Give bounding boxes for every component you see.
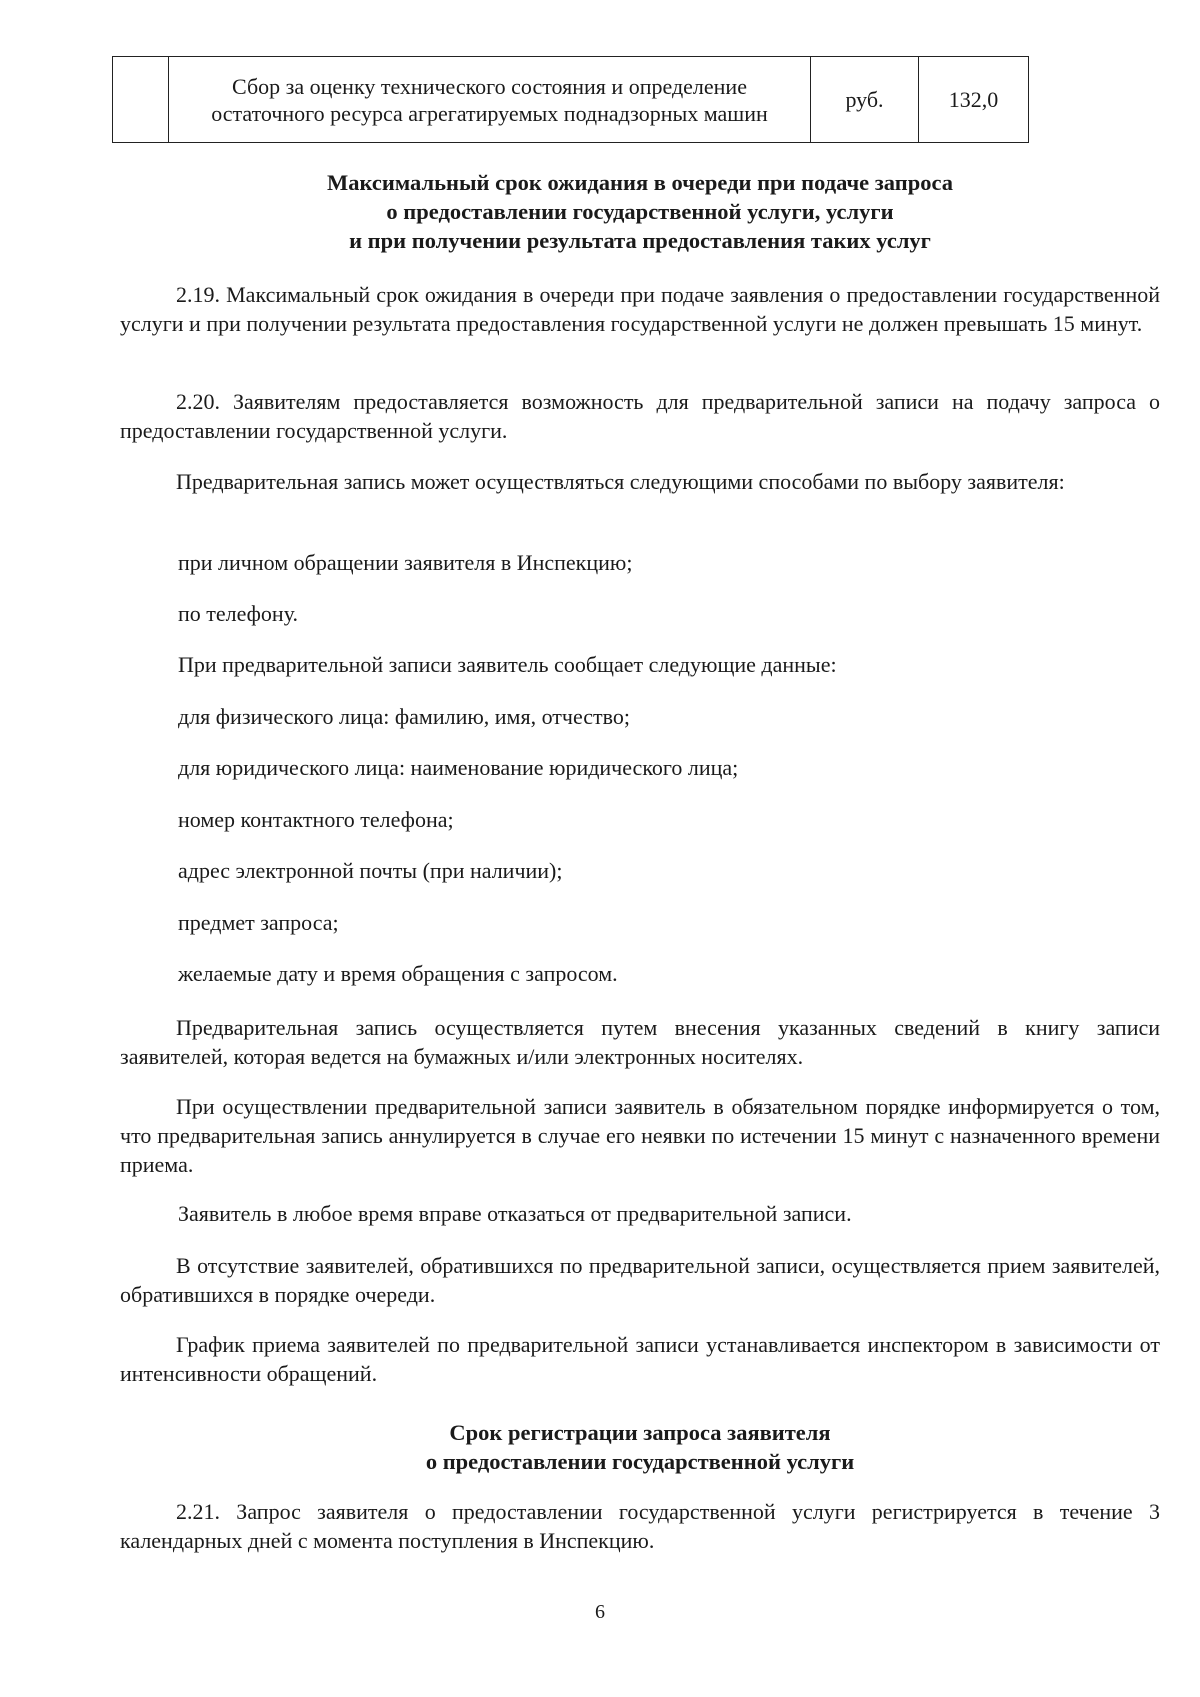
list-item: по телефону. <box>178 601 298 626</box>
fee-value-cell: 132,0 <box>919 57 1029 143</box>
list-item: для физического лица: фамилию, имя, отчество; <box>178 704 631 729</box>
paragraph-2-21: 2.21. Запрос заявителя о предоставлении государственной услуги регистрируется в течение 3 календарных дней с момента поступления в Инспекцию. <box>120 1499 1160 1553</box>
paragraph-methods: Предварительная запись может осуществляться следующими способами по выбору заявителя: <box>176 469 1065 494</box>
heading-line: о предоставлении государственной услуги <box>425 1449 855 1474</box>
paragraph-2-20: 2.20. Заявителям предоставляется возможность для предварительной записи на подачу запроса о предоставлении государственной услуги. <box>120 389 1160 443</box>
page-number: 6 <box>595 1601 605 1623</box>
list-item: желаемые дату и время обращения с запросом. <box>178 961 618 986</box>
list-item: номер контактного телефона; <box>178 807 454 832</box>
paragraph-2-19: 2.19. Максимальный срок ожидания в очереди при подаче заявления о предоставлении государственной услуги и при получении результата предоставления государственной услуги не должен превышать 15 минут. <box>120 282 1160 336</box>
heading-line: Максимальный срок ожидания в очереди при подаче запроса <box>327 170 953 195</box>
paragraph-absence: В отсутствие заявителей, обратившихся по предварительной записи, осуществляется прием заявителей, обратившихся в порядке очереди. <box>120 1253 1160 1307</box>
list-item: адрес электронной почты (при наличии); <box>178 858 563 883</box>
paragraph-book: Предварительная запись осуществляется путем внесения указанных сведений в книгу записи заявителей, которая ведется на бумажных и/или электронных носителях. <box>120 1015 1160 1069</box>
heading-line: и при получении результата предоставления таких услуг <box>349 228 931 253</box>
section-heading-wait-time <box>120 168 1160 255</box>
paragraph-refuse: Заявитель в любое время вправе отказаться от предварительной записи. <box>178 1201 852 1226</box>
table-row <box>113 57 1029 143</box>
paragraph-schedule: График приема заявителей по предварительной записи устанавливается инспектором в зависимости от интенсивности обращений. <box>120 1332 1160 1386</box>
heading-line: Срок регистрации запроса заявителя <box>449 1420 831 1445</box>
fee-number-cell <box>113 57 169 143</box>
fee-name-cell: Сбор за оценку технического состояния и определение остаточного ресурса агрегатируемых поднадзорных машин <box>169 57 811 143</box>
heading-line: о предоставлении государственной услуги, услуги <box>386 199 894 224</box>
section-heading-registration <box>120 1418 1160 1476</box>
list-item: для юридического лица: наименование юридического лица; <box>178 755 739 780</box>
fee-table <box>112 56 1029 143</box>
fee-unit-cell: руб. <box>811 57 919 143</box>
paragraph-data-intro: При предварительной записи заявитель сообщает следующие данные: <box>178 652 837 677</box>
list-item: при личном обращении заявителя в Инспекцию; <box>178 550 633 575</box>
list-item: предмет запроса; <box>178 910 339 935</box>
paragraph-cancel: При осуществлении предварительной записи заявитель в обязательном порядке информируется о том, что предварительная запись аннулируется в случае его неявки по истечении 15 минут с назначенного времени приема. <box>120 1094 1160 1177</box>
